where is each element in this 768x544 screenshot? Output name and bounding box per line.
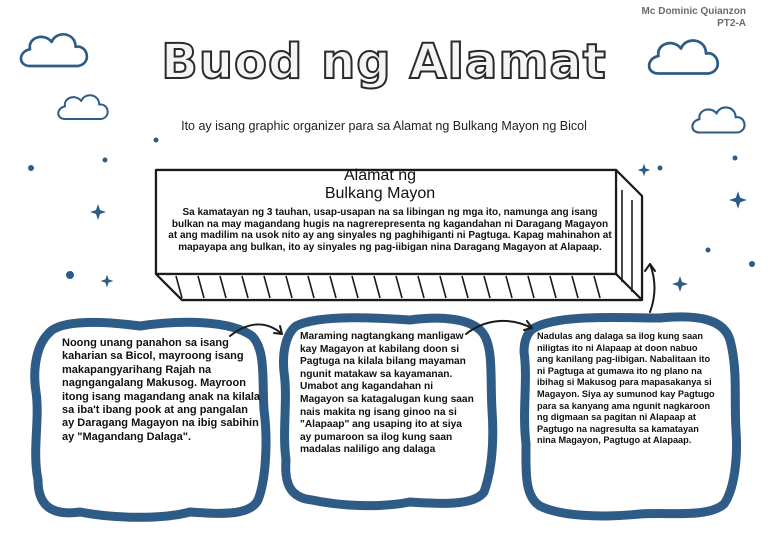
story-cloud-1-text: Noong unang panahon sa isang kaharian sa Bicol, mayroong isang makapangyarihang Rajah na nagngangalang Makusog. Mayroon itong isang magandang anak na kilala sa iba't ibang pook at ang pangalan ay Daragang Magayon na ibig sabihin ay "Magandang Dalaga".: [62, 337, 261, 443]
star-icon: [90, 204, 106, 220]
star-icon: [672, 276, 688, 292]
page-title: Buod ng Alamat: [161, 34, 607, 90]
author-name: Mc Dominic Quianzon: [641, 6, 746, 17]
main-box-title-line2: Bulkang Mayon: [324, 185, 436, 202]
star-icon: [101, 275, 114, 288]
arrow-icon: [645, 264, 655, 312]
story-cloud-2-text: Maraming nagtangkang manligaw kay Magayon at kabilang doon si Pagtuga na kilala bilang mayaman ngunit matakaw sa kayamanan. Umabot ang kagandahan ni Magayon sa katagalugan kung saan nais makita ng isang ginoo na si "Alapaap" ang usaping ito at siya ay pumaroon sa ilog kung saan madalas naliligo ang dalaga: [300, 331, 474, 456]
author-section: PT2-A: [717, 18, 746, 29]
star-icon: [729, 191, 747, 209]
star-icon: [638, 164, 651, 177]
main-box-title-line1: Alamat ng: [343, 167, 417, 184]
cloud-icon: [58, 95, 107, 119]
main-box-body: Sa kamatayan ng 3 tauhan, usap-usapan na sa libingan ng mga ito, namunga ang isang bulkan na may magandang hugis na nagrerepresenta ng kagandahan ni Daragang Magayon at ang madilim na usok nito ay ang sinyales ng paghihiganti ni Pagtuga. Kapag mahinahon at mapayapa ang bulkan, ito ay sinyales ng pag-iibigan nina Daragang Magayon at Alapaap.: [168, 207, 612, 253]
author-credit: [642, 6, 746, 30]
story-cloud-3-text: Nadulas ang dalaga sa ilog kung saan niligtas ito ni Alapaap at doon nabuo ang kanilang pag-iibigan. Nabalitaan ito ni Pagtuga at gumawa ito ng plano na ibihag si Makusog para mapasakanya si Magayon. Siya ay sumunod kay Pagtugo para sa kanyang ama ngunit nagkaroon ng digmaan sa pagitan ni Alapaap at Pagtugo na nagresulta sa kamatayan nina Magayon, Pagtugo at Alapaap.: [537, 331, 715, 446]
page-subtitle: Ito ay isang graphic organizer para sa Alamat ng Bulkang Mayon ng Bicol: [181, 119, 587, 133]
main-box-title: [160, 167, 600, 203]
